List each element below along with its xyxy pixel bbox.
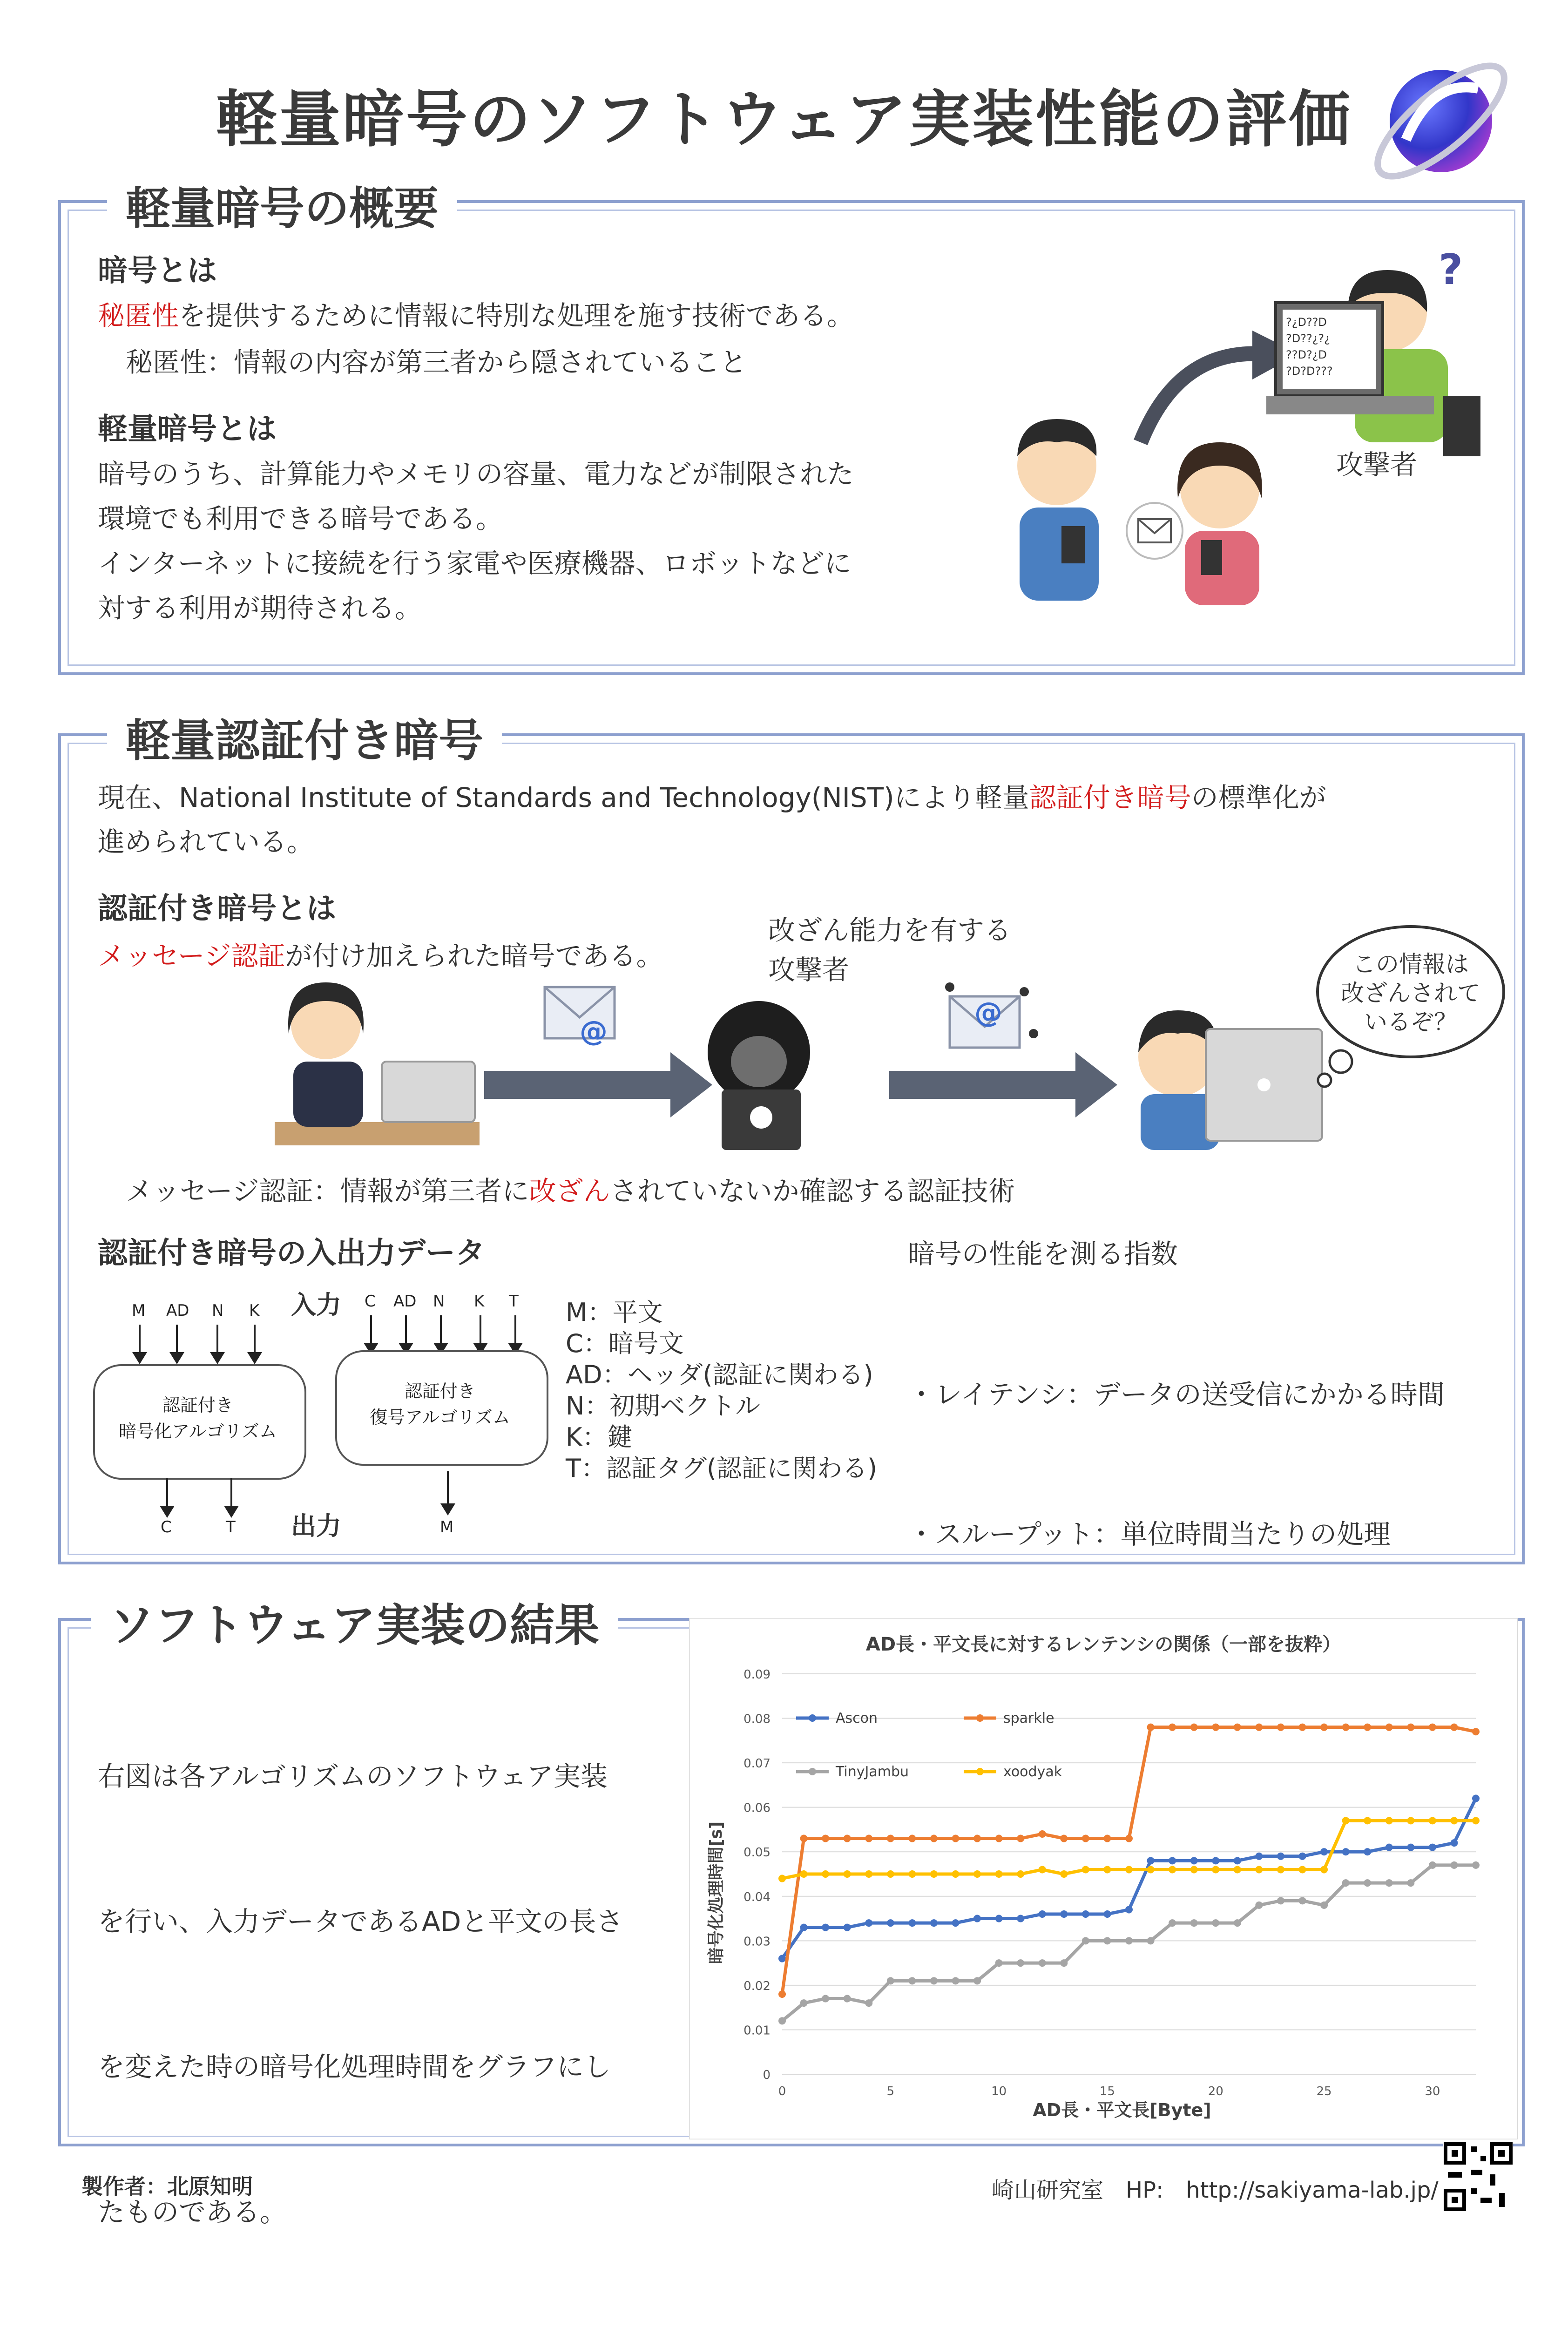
data-point — [995, 1959, 1003, 1967]
tamper-attacker-label-1: 改ざん能力を有する — [768, 914, 1012, 946]
data-point — [1234, 1857, 1241, 1864]
data-point — [1364, 1817, 1371, 1824]
latency-chart — [689, 1618, 1518, 2139]
nist-intro: 現在、National Institute of Standards and Technology(NIST)により軽量認証付き暗号の標準化が — [98, 782, 1326, 813]
data-point — [1234, 1866, 1241, 1873]
metrics-heading: 暗号の性能を測る指数 — [908, 1238, 1178, 1270]
legend-marker — [809, 1714, 816, 1722]
x-tick-label: 30 — [1425, 2084, 1440, 2098]
data-point — [1169, 1866, 1176, 1873]
data-point — [844, 1924, 851, 1931]
data-point — [1212, 1857, 1219, 1864]
data-point — [973, 1870, 981, 1878]
y-tick-label: 0.02 — [743, 1979, 770, 1993]
heading-io-data: 認証付き暗号の入出力データ — [98, 1236, 485, 1271]
data-point — [887, 1835, 894, 1842]
data-point — [1429, 1844, 1436, 1851]
data-point — [1039, 1830, 1046, 1838]
data-point — [995, 1915, 1003, 1922]
data-point — [1190, 1857, 1198, 1864]
data-point — [822, 1924, 829, 1931]
data-point — [1450, 1839, 1458, 1847]
data-point — [1190, 1919, 1198, 1927]
data-point — [1060, 1959, 1068, 1967]
dec-input-n: N — [433, 1292, 445, 1311]
enc-output-t: T — [226, 1518, 236, 1536]
data-point — [1386, 1724, 1393, 1731]
data-point — [1407, 1844, 1414, 1851]
data-point — [1060, 1910, 1068, 1918]
data-point — [908, 1835, 916, 1842]
data-point — [1103, 1866, 1111, 1873]
svg-text:?D?D???: ?D?D??? — [1286, 365, 1333, 378]
data-point — [1147, 1857, 1155, 1864]
data-point — [844, 1995, 851, 2003]
data-point — [887, 1977, 894, 1984]
data-point — [778, 2017, 786, 2024]
data-point — [1147, 1724, 1155, 1731]
data-point — [778, 1955, 786, 1963]
legend-label: xoodyak — [1003, 1764, 1062, 1780]
section-heading-ae: 軽量認証付き暗号 — [107, 705, 502, 769]
enc-input-m: M — [132, 1301, 146, 1320]
data-point — [1299, 1853, 1306, 1860]
legend-label: Ascon — [836, 1710, 878, 1726]
x-tick-label: 10 — [991, 2084, 1007, 2098]
dec-output-m: M — [440, 1518, 454, 1536]
data-point — [1017, 1835, 1024, 1842]
y-tick-label: 0.09 — [743, 1668, 770, 1682]
data-point — [800, 1835, 808, 1842]
author-credit: 製作者：北原知明 — [81, 2174, 253, 2199]
data-point — [1255, 1853, 1263, 1860]
enc-input-k: K — [249, 1301, 260, 1320]
data-point — [865, 1870, 872, 1878]
metric-item: ・スループット：単位時間当たりの処理 — [908, 1518, 1391, 1550]
results-text: 右図は各アルゴリズムのソフトウェア実装 を行い、入力データであるADと平文の長さ を変えた時の暗号化処理時間をグラフにし たものである。 — [98, 1760, 623, 2228]
data-point — [822, 1835, 829, 1842]
data-point — [1255, 1902, 1263, 1909]
data-point — [1082, 1937, 1089, 1944]
data-point — [1342, 1879, 1350, 1887]
data-point — [822, 1995, 829, 2003]
data-point — [952, 1835, 960, 1842]
heading-what-is-crypto: 暗号とは — [98, 254, 217, 288]
y-tick-label: 0.05 — [743, 1846, 770, 1860]
qr-code-icon — [1443, 2142, 1513, 2212]
bubble-text: この情報は 改ざんされて いるぞ？ — [1341, 951, 1480, 1035]
encryption-algorithm-label: 認証付き 暗号化アルゴリズム — [119, 1395, 277, 1441]
data-point — [1039, 1959, 1046, 1967]
y-tick-label: 0.01 — [743, 2023, 770, 2038]
data-point — [1407, 1724, 1414, 1731]
data-point — [973, 1977, 981, 1984]
data-point — [844, 1835, 851, 1842]
lightweight-desc-2: 環境でも利用できる暗号である。 — [98, 503, 503, 535]
data-point — [1169, 1724, 1176, 1731]
tamper-attacker-label-2: 攻撃者 — [768, 954, 850, 986]
data-point — [1450, 1724, 1458, 1731]
data-point — [1255, 1724, 1263, 1731]
data-point — [1082, 1910, 1089, 1918]
data-point — [1299, 1724, 1306, 1731]
data-point — [1364, 1879, 1371, 1887]
heading-what-is-ae: 認証付き暗号とは — [98, 892, 336, 926]
legend-item: M：平文 — [566, 1298, 663, 1327]
data-point — [1039, 1910, 1046, 1918]
data-point — [1212, 1724, 1219, 1731]
data-point — [1277, 1897, 1284, 1904]
arrow-right-icon — [484, 1071, 670, 1099]
x-axis-label: AD長・平文長[Byte] — [1033, 2100, 1211, 2120]
lightweight-desc-1: 暗号のうち、計算能力やメモリの容量、電力などが制限された — [98, 458, 854, 490]
message-auth-definition: メッセージ認証：情報が第三者に改ざんされていないか確認する認証技術 — [126, 1175, 1015, 1207]
lab-logo — [1362, 51, 1520, 191]
data-point — [930, 1977, 938, 1984]
data-point — [1147, 1866, 1155, 1873]
data-point — [1429, 1724, 1436, 1731]
svg-text:?D??¿?¿: ?D??¿?¿ — [1286, 332, 1330, 345]
y-tick-label: 0.07 — [743, 1757, 770, 1771]
data-point — [1060, 1835, 1068, 1842]
symbol-legend — [566, 1297, 877, 1484]
legend-label: sparkle — [1003, 1710, 1054, 1726]
data-point — [1386, 1844, 1393, 1851]
data-point — [778, 1875, 786, 1882]
data-point — [930, 1870, 938, 1878]
legend-label: TinyJambu — [836, 1764, 909, 1780]
legend-marker — [976, 1768, 984, 1775]
x-tick-label: 25 — [1316, 2084, 1332, 2098]
dec-input-ad: AD — [393, 1292, 417, 1311]
data-point — [1255, 1866, 1263, 1873]
data-point — [1125, 1835, 1133, 1842]
data-point — [952, 1919, 960, 1927]
y-tick-label: 0.04 — [743, 1890, 770, 1904]
enc-input-ad: AD — [166, 1301, 189, 1320]
lightweight-desc-3: インターネットに接続を行う家電や医療機器、ロボットなどに — [98, 548, 852, 579]
data-point — [1103, 1835, 1111, 1842]
x-tick-label: 0 — [778, 2084, 786, 2098]
lightweight-desc-4: 対する利用が期待される。 — [98, 592, 422, 624]
legend-marker — [809, 1768, 816, 1775]
legend-item: N：初期ベクトル — [566, 1391, 761, 1421]
x-tick-label: 15 — [1099, 2084, 1115, 2098]
data-point — [1103, 1910, 1111, 1918]
data-point — [1364, 1724, 1371, 1731]
data-point — [800, 1924, 808, 1931]
data-point — [1169, 1919, 1176, 1927]
data-point — [1017, 1870, 1024, 1878]
data-point — [1169, 1857, 1176, 1864]
data-point — [800, 1999, 808, 2007]
legend-item: C：暗号文 — [566, 1329, 684, 1358]
svg-text:?: ? — [1439, 247, 1463, 294]
x-tick-label: 20 — [1208, 2084, 1223, 2098]
page-title: 軽量暗号のソフトウェア実装性能の評価 — [216, 84, 1352, 156]
section-heading-overview: 軽量暗号の概要 — [107, 173, 457, 237]
data-point — [1212, 1919, 1219, 1927]
data-point — [1082, 1866, 1089, 1873]
data-point — [778, 1990, 786, 1998]
chart-title: AD長・平文長に対するレンテンシの関係（一部を抜粋） — [865, 1634, 1341, 1655]
data-point — [1342, 1817, 1350, 1824]
data-point — [887, 1919, 894, 1927]
heading-lightweight-crypto: 軽量暗号とは — [98, 412, 277, 447]
output-label: 出力 — [291, 1511, 341, 1541]
data-point — [844, 1870, 851, 1878]
data-point — [930, 1919, 938, 1927]
decryption-algorithm-label: 認証付き 復号アルゴリズム — [370, 1381, 510, 1428]
data-point — [952, 1870, 960, 1878]
data-point — [1060, 1870, 1068, 1878]
legend-item: T：認証タグ(認証に関わる) — [566, 1454, 878, 1483]
data-point — [952, 1977, 960, 1984]
mail-at-icon-2: @ — [974, 996, 1002, 1029]
data-point — [1212, 1866, 1219, 1873]
data-point — [1407, 1879, 1414, 1887]
data-point — [887, 1870, 894, 1878]
svg-text:??D?¿D: ??D?¿D — [1286, 348, 1327, 361]
mail-at-icon-1: @ — [580, 1015, 608, 1048]
data-point — [1472, 1861, 1480, 1869]
data-point — [1429, 1861, 1436, 1869]
data-point — [865, 1999, 872, 2007]
arrow-right-icon — [889, 1071, 1075, 1099]
ae-definition: メッセージ認証が付け加えられた暗号である。 — [98, 940, 663, 972]
data-point — [1320, 1902, 1328, 1909]
data-point — [865, 1919, 872, 1927]
enc-input-n: N — [212, 1301, 224, 1320]
data-point — [1407, 1817, 1414, 1824]
data-point — [1429, 1817, 1436, 1824]
crypto-definition: 秘匿性を提供するために情報に特別な処理を施す技術である。 — [98, 300, 854, 332]
y-tick-label: 0.06 — [743, 1801, 770, 1815]
overview-illustration — [1001, 247, 1490, 619]
section-heading-results: ソフトウェア実装の結果 — [91, 1590, 618, 1654]
data-point — [1299, 1866, 1306, 1873]
data-point — [1017, 1915, 1024, 1922]
confidentiality-note: 秘匿性：情報の内容が第三者から隠されていること — [126, 346, 747, 378]
attacker-label: 攻撃者 — [1336, 449, 1418, 480]
data-point — [1320, 1848, 1328, 1855]
data-point — [1039, 1866, 1046, 1873]
dec-input-t: T — [509, 1292, 519, 1311]
data-point — [1277, 1853, 1284, 1860]
data-point — [1125, 1906, 1133, 1913]
data-point — [1472, 1817, 1480, 1824]
lab-homepage[interactable]: 崎山研究室 HP: http://sakiyama-lab.jp/ — [992, 2177, 1439, 2203]
data-point — [800, 1870, 808, 1878]
data-point — [995, 1835, 1003, 1842]
data-point — [1342, 1848, 1350, 1855]
svg-text:?¿D??D: ?¿D??D — [1286, 316, 1327, 329]
x-tick-label: 5 — [886, 2084, 895, 2098]
data-point — [1017, 1959, 1024, 1967]
data-point — [1364, 1848, 1371, 1855]
data-point — [908, 1870, 916, 1878]
y-axis-label: 暗号化処理時間[s] — [707, 1821, 726, 1964]
legend-marker — [976, 1714, 984, 1722]
data-point — [1147, 1937, 1155, 1944]
y-tick-label: 0.08 — [743, 1712, 770, 1726]
data-point — [973, 1835, 981, 1842]
data-point — [1125, 1866, 1133, 1873]
data-point — [1386, 1817, 1393, 1824]
data-point — [1320, 1866, 1328, 1873]
data-point — [930, 1835, 938, 1842]
data-point — [1277, 1724, 1284, 1731]
nist-intro-2: 進められている。 — [98, 826, 314, 858]
data-point — [973, 1915, 981, 1922]
data-point — [908, 1919, 916, 1927]
data-point — [1386, 1879, 1393, 1887]
data-point — [995, 1870, 1003, 1878]
legend-item: K：鍵 — [566, 1422, 633, 1452]
data-point — [908, 1977, 916, 1984]
dec-input-k: K — [474, 1292, 485, 1311]
data-point — [1125, 1937, 1133, 1944]
data-point — [1450, 1817, 1458, 1824]
dec-input-c: C — [365, 1292, 376, 1311]
data-point — [1190, 1866, 1198, 1873]
data-point — [865, 1835, 872, 1842]
data-point — [1342, 1724, 1350, 1731]
legend-item: AD：ヘッダ(認証に関わる) — [566, 1360, 873, 1389]
data-point — [1190, 1724, 1198, 1731]
data-point — [1103, 1937, 1111, 1944]
data-point — [1320, 1724, 1328, 1731]
y-tick-label: 0.03 — [743, 1935, 770, 1949]
data-point — [1277, 1866, 1284, 1873]
data-point — [1082, 1835, 1089, 1842]
data-point — [1299, 1897, 1306, 1904]
data-point — [1450, 1861, 1458, 1869]
data-point — [1234, 1919, 1241, 1927]
data-point — [822, 1870, 829, 1878]
input-label: 入力 — [291, 1290, 341, 1320]
data-point — [1234, 1724, 1241, 1731]
y-tick-label: 0 — [763, 2068, 770, 2082]
data-point — [1472, 1728, 1480, 1735]
enc-output-c: C — [161, 1518, 172, 1536]
metric-item: ・レイテンシ：データの送受信にかかる時間 — [908, 1379, 1445, 1410]
data-point — [1472, 1795, 1480, 1802]
